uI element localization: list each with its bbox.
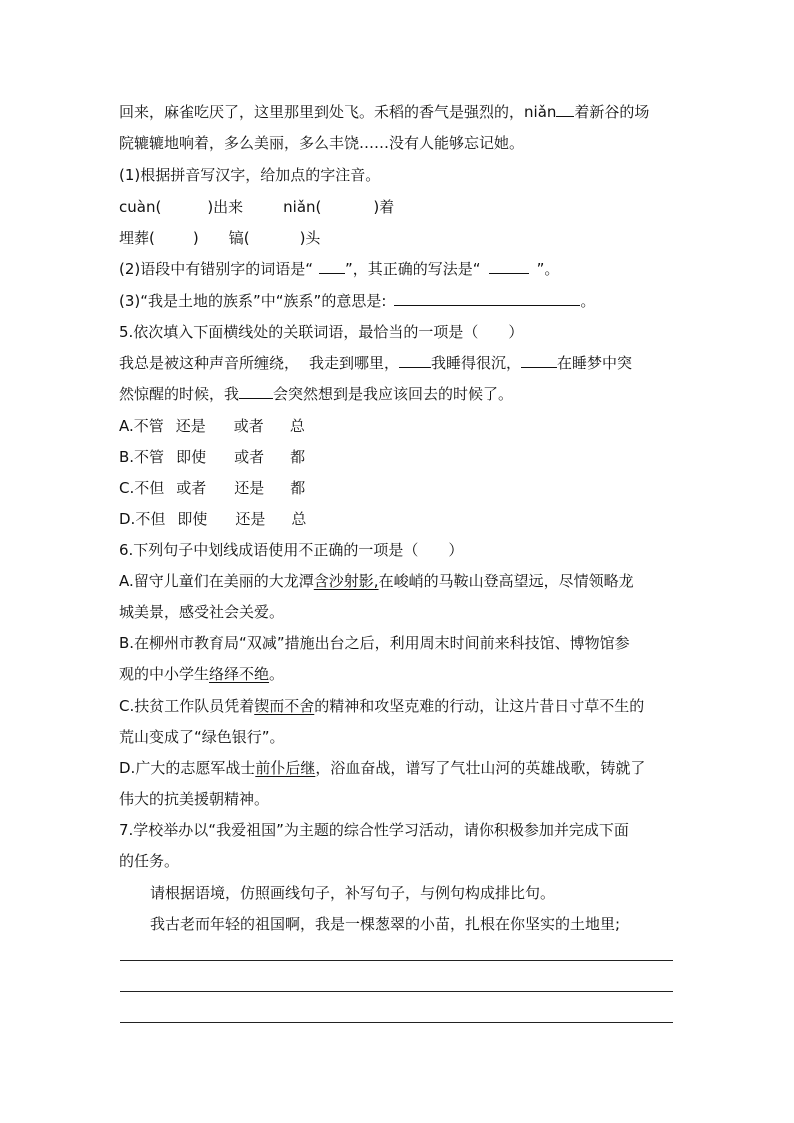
q4-part1: (1)根据拼音写汉字，给加点的字注音。 xyxy=(119,166,381,184)
q6-option-a-line-1[interactable]: A.留守儿童们在美丽的大龙潭含沙射影,在峻峭的马鞍山登高望远，尽情领略龙 xyxy=(119,572,634,590)
q5-option-c[interactable]: C.不但 或者 还是 都 xyxy=(119,479,306,497)
passage-line-2: 院辘辘地响着，多么美丽，多么丰饶……没有人能够忘记她。 xyxy=(119,134,525,152)
underlined-idiom: 含沙射影, xyxy=(313,572,379,590)
q5-sentence-line-2: 然惊醒的时候，我 会突然想到是我应该回去的时候了。 xyxy=(119,385,514,403)
q6-option-c-line-1[interactable]: C.扶贫工作队员凭着锲而不舍的精神和攻坚克难的行动，让这片昔日寸草不生的 xyxy=(119,697,645,715)
underlined-idiom: 络绎不绝 xyxy=(209,665,270,683)
q6-option-d-line-2: 伟大的抗美援朝精神。 xyxy=(119,790,270,808)
answer-blank[interactable] xyxy=(521,353,557,368)
q6-option-b-line-2: 观的中小学生络绎不绝。 xyxy=(119,665,285,683)
answer-blank[interactable] xyxy=(399,353,431,368)
answer-blank[interactable] xyxy=(394,291,580,306)
q7-stem-line-2: 的任务。 xyxy=(119,852,180,870)
q7-instruction: 请根据语境，仿照画线句子，补写句子，与例句构成排比句。 xyxy=(150,884,556,902)
q6-option-d-line-1[interactable]: D.广大的志愿军战士前仆后继，浴血奋战，谱写了气壮山河的英雄战歌，铸就了 xyxy=(119,759,646,777)
answer-line-1[interactable] xyxy=(120,960,673,961)
pinyin-nian: niǎn xyxy=(524,103,557,121)
answer-blank[interactable] xyxy=(556,102,574,117)
answer-line-2[interactable] xyxy=(120,991,673,992)
q4-row2: 埋葬( ) 镐( )头 xyxy=(119,229,321,247)
q7-stem-line-1: 7.学校举办以“我爱祖国”为主题的综合性学习活动，请你积极参加并完成下面 xyxy=(119,821,629,839)
answer-blank[interactable] xyxy=(489,259,529,274)
underlined-idiom: 前仆后继 xyxy=(255,759,316,777)
q6-stem: 6.下列句子中划线成语使用不正确的一项是（ ） xyxy=(119,541,464,559)
q4-row1: cuàn( )出来 niǎn( )着 xyxy=(119,198,395,216)
underlined-idiom: 锲而不舍 xyxy=(254,697,315,715)
q5-option-a[interactable]: A.不管 还是 或者 总 xyxy=(119,417,305,435)
q4-part3: (3)“我是土地的族系”中“族系”的意思是: 。 xyxy=(119,292,596,310)
q7-example-sentence: 我古老而年轻的祖国啊，我是一棵葱翠的小苗，扎根在你坚实的土地里; xyxy=(150,915,621,933)
answer-blank[interactable] xyxy=(239,384,273,399)
answer-blank[interactable] xyxy=(319,259,345,274)
q5-stem: 5.依次填入下面横线处的关联词语，最恰当的一项是（ ） xyxy=(119,323,524,341)
q5-sentence-line-1: 我总是被这种声音所缠绕， 我走到哪里， 我睡得很沉， 在睡梦中突 xyxy=(119,354,633,372)
q6-option-b-line-1[interactable]: B.在柳州市教育局“双减”措施出台之后，利用周末时间前来科技馆、博物馆参 xyxy=(119,634,630,652)
q5-option-b[interactable]: B.不管 即使 或者 都 xyxy=(119,448,306,466)
answer-line-3[interactable] xyxy=(120,1022,673,1023)
q6-option-c-line-2: 荒山变成了“绿色银行”。 xyxy=(119,728,285,746)
q5-option-d[interactable]: D.不但 即使 还是 总 xyxy=(119,510,307,528)
q4-part2: (2)语段中有错别字的词语是“ ”，其正确的写法是“ ”。 xyxy=(119,260,560,278)
passage-line-1: 回来，麻雀吃厌了，这里那里到处飞。禾稻的香气是强烈的，niǎn 着新谷的场 xyxy=(119,103,650,121)
q6-option-a-line-2: 城美景，感受社会关爱。 xyxy=(119,603,285,621)
